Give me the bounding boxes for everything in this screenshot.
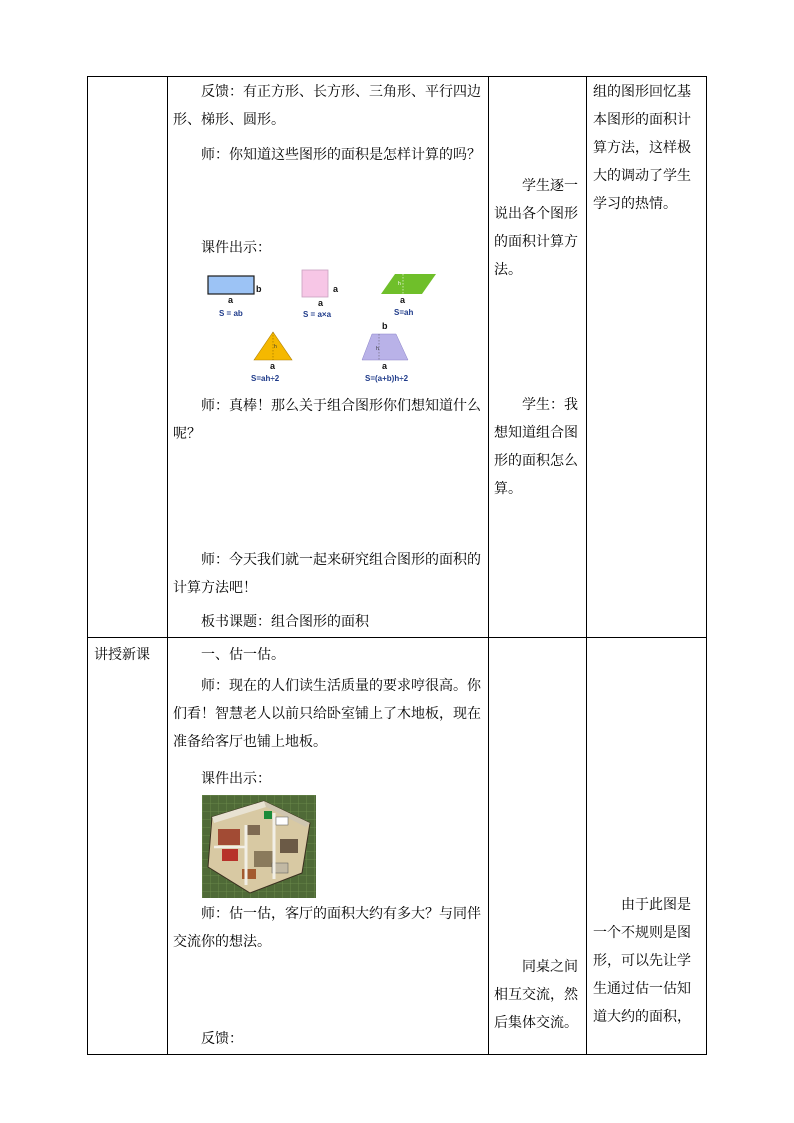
square-shape bbox=[302, 270, 339, 319]
table-col-divider-1 bbox=[167, 76, 168, 1055]
trapezoid-height: h bbox=[376, 346, 379, 352]
row2-estimate-heading: 一、估一估。 bbox=[201, 647, 285, 663]
table-border-right bbox=[706, 76, 707, 1055]
trapezoid-formula: S=(a+b)h÷2 bbox=[365, 374, 409, 383]
row2-courseware-label: 课件出示： bbox=[201, 771, 271, 787]
triangle-base: a bbox=[270, 361, 276, 371]
table-row-divider bbox=[87, 637, 707, 638]
row1-design-note: 组的图形回忆基本图形的面积计算方法，这样极大的调动了学生学习的热情。 bbox=[593, 84, 691, 212]
triangle-height: h bbox=[274, 344, 277, 350]
row1-teacher-question: 师：你知道这些图形的面积是怎样计算的吗？ bbox=[201, 147, 481, 163]
triangle-formula: S=ah÷2 bbox=[251, 374, 280, 383]
rectangle-shape bbox=[208, 276, 262, 318]
floor-plan-image bbox=[202, 795, 316, 898]
triangle-shape bbox=[251, 332, 292, 383]
table-border-bottom bbox=[87, 1054, 707, 1055]
rectangle-formula: S = ab bbox=[219, 309, 243, 318]
rectangle-side-a: a bbox=[228, 295, 234, 305]
parallelogram-shape bbox=[381, 274, 436, 317]
trapezoid-shape bbox=[362, 321, 409, 383]
table-border-left bbox=[87, 76, 88, 1055]
row1-student-answer-1: 学生逐一说出各个图形的面积计算方法。 bbox=[494, 178, 578, 278]
parallelogram-base: a bbox=[400, 295, 406, 305]
row2-estimate-question: 师：估一估，客厅的面积大约有多大？与同伴交流你的想法。 bbox=[173, 906, 481, 950]
square-side-a: a bbox=[318, 298, 324, 308]
row2-student-activity: 同桌之间相互交流，然后集体交流。 bbox=[494, 959, 578, 1031]
trapezoid-bottom: a bbox=[382, 361, 388, 371]
parallelogram-formula: S=ah bbox=[394, 308, 414, 317]
row2-feedback-label: 反馈： bbox=[201, 1031, 243, 1047]
table-col-divider-2 bbox=[488, 76, 489, 1055]
row2-scenario-text: 师：现在的人们读生活质量的要求哼很高。你们看！智慧老人以前只给卧室铺上了木地板，现在准备给客厅也铺上地板。 bbox=[173, 678, 481, 750]
table-col-divider-3 bbox=[586, 76, 587, 1055]
row2-section-label: 讲授新课 bbox=[94, 647, 150, 663]
rectangle-side-b: b bbox=[256, 284, 262, 294]
row1-intro-text: 师：今天我们就一起来研究组合图形的面积的计算方法吧！ bbox=[173, 552, 481, 596]
table-border-top bbox=[87, 76, 707, 77]
square-side-b: a bbox=[333, 284, 339, 294]
area-formulas-figure bbox=[198, 266, 468, 386]
trapezoid-top: b bbox=[382, 321, 388, 331]
square-formula: S = a×a bbox=[303, 310, 332, 319]
row2-design-note: 由于此图是一个不规则是图形，可以先让学生通过估一估知道大约的面积， bbox=[593, 897, 691, 1025]
row1-board-title: 板书课题：组合图形的面积 bbox=[201, 614, 369, 630]
row1-feedback-text: 反馈：有正方形、长方形、三角形、平行四边形、梯形、圆形。 bbox=[173, 84, 481, 128]
row1-courseware-label: 课件出示： bbox=[201, 240, 271, 256]
parallelogram-height: h bbox=[398, 281, 401, 287]
row1-praise-question: 师：真棒！那么关于组合图形你们想知道什么呢？ bbox=[173, 398, 481, 442]
row1-student-answer-2: 学生：我想知道组合图形的面积怎么算。 bbox=[494, 397, 578, 497]
